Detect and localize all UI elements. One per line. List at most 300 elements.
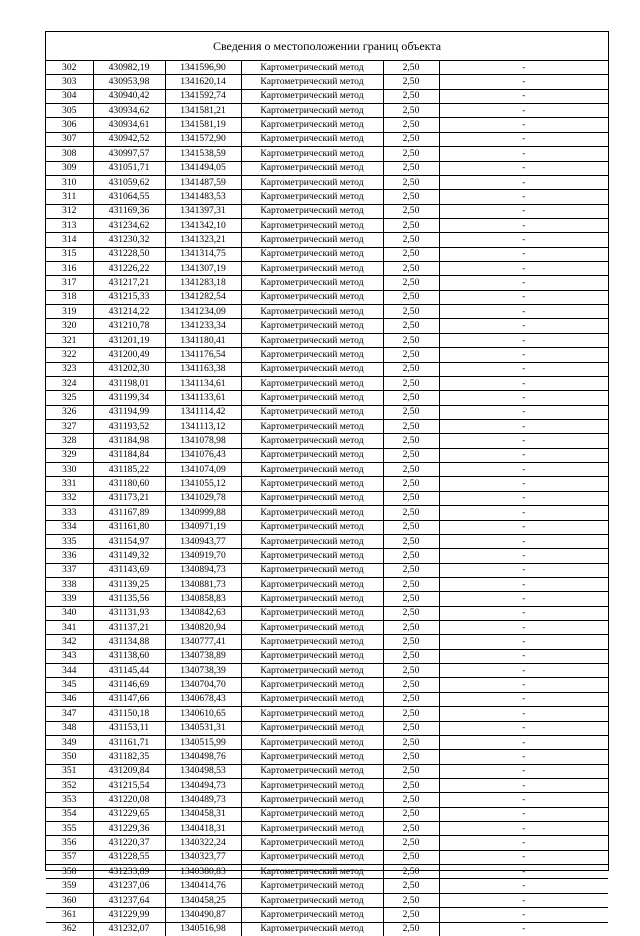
- accuracy-cell: 2,50: [383, 190, 439, 204]
- accuracy-cell: 2,50: [383, 836, 439, 850]
- description-cell: -: [439, 549, 608, 563]
- table-row: [46, 190, 608, 204]
- y-coordinate-cell: 1341234,09: [165, 305, 241, 319]
- y-coordinate-cell: 1340704,70: [165, 678, 241, 692]
- y-coordinate-cell: 1341538,59: [165, 147, 241, 161]
- method-cell: Картометрический метод: [241, 865, 383, 879]
- point-number-cell: 313: [46, 218, 93, 232]
- document-frame: [45, 31, 609, 935]
- point-number-cell: 338: [46, 577, 93, 591]
- point-number-cell: 321: [46, 333, 93, 347]
- description-cell: -: [439, 190, 608, 204]
- x-coordinate-cell: 431184,84: [93, 448, 165, 462]
- description-cell: -: [439, 879, 608, 893]
- method-cell: Картометрический метод: [241, 305, 383, 319]
- point-number-cell: 362: [62, 923, 77, 935]
- y-coordinate-cell: 1341342,10: [165, 218, 241, 232]
- table-row: [46, 793, 608, 807]
- y-coordinate-cell: 1341494,05: [165, 161, 241, 175]
- point-number-cell: 316: [46, 262, 93, 276]
- y-coordinate-cell: 1340971,19: [165, 520, 241, 534]
- point-number-cell: 353: [46, 793, 93, 807]
- method-cell: Картометрический метод: [241, 333, 383, 347]
- point-number-cell: 340: [46, 606, 93, 620]
- point-number-cell: 326: [46, 405, 93, 419]
- table-row: [46, 908, 608, 922]
- point-number-cell: 360: [46, 893, 93, 907]
- method-cell: Картометрический метод: [241, 376, 383, 390]
- point-number-cell: 314: [46, 233, 93, 247]
- point-number-cell: 357: [46, 850, 93, 864]
- y-coordinate-cell: 1340458,25: [165, 893, 241, 907]
- method-cell: Картометрический метод: [241, 750, 383, 764]
- x-coordinate-cell: 431182,35: [93, 750, 165, 764]
- table-row: [46, 865, 608, 879]
- table-row: [46, 491, 608, 505]
- y-coordinate-cell: 1341134,61: [165, 376, 241, 390]
- y-coordinate-cell: 1341307,19: [165, 262, 241, 276]
- y-coordinate-cell: 1340489,73: [165, 793, 241, 807]
- point-number-cell: 346: [46, 692, 93, 706]
- method-cell: Картометрический метод: [241, 721, 383, 735]
- y-coordinate-cell: 1340999,88: [165, 506, 241, 520]
- point-number-cell: 341: [46, 621, 93, 635]
- point-number-cell: 336: [46, 549, 93, 563]
- x-coordinate-cell: 431180,60: [93, 477, 165, 491]
- x-coordinate-cell: 431137,21: [93, 621, 165, 635]
- table-row: [46, 305, 608, 319]
- table-row: [46, 621, 608, 635]
- point-number-cell: 310: [46, 175, 93, 189]
- point-number-cell: 344: [46, 664, 93, 678]
- description-cell: -: [439, 333, 608, 347]
- x-coordinate-cell: 431185,22: [93, 463, 165, 477]
- accuracy-cell: 2,50: [383, 319, 439, 333]
- accuracy-cell: 2,50: [383, 778, 439, 792]
- x-coordinate-cell: 431214,22: [93, 305, 165, 319]
- method-cell: Картометрический метод: [241, 778, 383, 792]
- x-coordinate-cell: 431226,22: [93, 262, 165, 276]
- point-number-cell: 317: [46, 276, 93, 290]
- description-cell: -: [439, 692, 608, 706]
- description-cell: -: [439, 132, 608, 146]
- point-number-cell: 311: [46, 190, 93, 204]
- description-cell: -: [439, 147, 608, 161]
- table-row: [46, 836, 608, 850]
- point-number-cell: 331: [46, 477, 93, 491]
- table-row: [46, 707, 608, 721]
- description-cell: -: [439, 678, 608, 692]
- accuracy-cell: 2,50: [383, 793, 439, 807]
- table-row: [46, 893, 608, 907]
- accuracy-cell: 2,50: [383, 534, 439, 548]
- description-cell: -: [439, 735, 608, 749]
- accuracy-cell: 2,50: [383, 764, 439, 778]
- point-number-cell: 335: [46, 534, 93, 548]
- accuracy-cell: 2,50: [383, 491, 439, 505]
- x-coordinate-cell: 431161,71: [93, 735, 165, 749]
- y-coordinate-cell: 1341592,74: [165, 89, 241, 103]
- x-coordinate-cell: 431154,97: [93, 534, 165, 548]
- y-coordinate-cell: 1340414,76: [165, 879, 241, 893]
- description-cell: -: [439, 362, 608, 376]
- method-cell: Картометрический метод: [241, 764, 383, 778]
- y-coordinate-cell: 1341233,34: [165, 319, 241, 333]
- table-row: [46, 118, 608, 132]
- table-row: [46, 592, 608, 606]
- y-coordinate-cell: 1340919,70: [165, 549, 241, 563]
- table-row: [46, 606, 608, 620]
- description-cell: -: [439, 75, 608, 89]
- accuracy-cell: 2,50: [383, 908, 439, 922]
- accuracy-cell: 2,50: [383, 592, 439, 606]
- method-cell: Картометрический метод: [241, 448, 383, 462]
- x-coordinate-cell: 431215,33: [93, 290, 165, 304]
- description-cell: -: [439, 506, 608, 520]
- method-cell: Картометрический метод: [241, 549, 383, 563]
- x-coordinate-cell: 431201,19: [93, 333, 165, 347]
- description-cell: -: [439, 247, 608, 261]
- x-coordinate-cell: 431228,50: [93, 247, 165, 261]
- point-number-cell: 304: [46, 89, 93, 103]
- method-cell: Картометрический метод: [241, 247, 383, 261]
- table-row: [46, 549, 608, 563]
- point-number-cell: 302: [46, 61, 93, 75]
- description-cell: -: [439, 649, 608, 663]
- description-cell: -: [439, 592, 608, 606]
- x-coordinate-cell: 431210,78: [93, 319, 165, 333]
- x-coordinate-cell: 431147,66: [93, 692, 165, 706]
- point-number-cell: 320: [46, 319, 93, 333]
- x-coordinate-cell: 431135,56: [93, 592, 165, 606]
- table-row: [46, 577, 608, 591]
- point-number-cell: 343: [46, 649, 93, 663]
- table-row: [46, 218, 608, 232]
- y-coordinate-cell: 1341029,78: [165, 491, 241, 505]
- description-cell: -: [439, 391, 608, 405]
- x-coordinate-cell: 431215,54: [93, 778, 165, 792]
- table-row: [46, 75, 608, 89]
- y-coordinate-cell: 1341483,53: [165, 190, 241, 204]
- y-coordinate-cell: 1340820,94: [165, 621, 241, 635]
- method-cell: Картометрический метод: [241, 534, 383, 548]
- description-cell: -: [439, 822, 608, 836]
- accuracy-cell: 2,50: [383, 635, 439, 649]
- description-cell: -: [439, 908, 608, 922]
- accuracy-cell: 2,50: [383, 61, 439, 75]
- x-coordinate-cell: 431150,18: [93, 707, 165, 721]
- y-coordinate-cell: 1341078,98: [165, 434, 241, 448]
- method-cell: Картометрический метод: [241, 218, 383, 232]
- x-coordinate-cell: 431220,37: [93, 836, 165, 850]
- method-cell: Картометрический метод: [241, 563, 383, 577]
- description-cell: -: [439, 807, 608, 821]
- table-row: [46, 463, 608, 477]
- method-cell: Картометрический метод: [241, 649, 383, 663]
- description-cell: -: [439, 707, 608, 721]
- accuracy-cell: 2,50: [383, 721, 439, 735]
- accuracy-cell: 2,50: [383, 577, 439, 591]
- point-number-cell: 307: [46, 132, 93, 146]
- accuracy-cell: 2,50: [383, 520, 439, 534]
- method-cell: Картометрический метод: [241, 190, 383, 204]
- y-coordinate-cell: 1341180,41: [165, 333, 241, 347]
- description-cell: -: [439, 233, 608, 247]
- method-cell: Картометрический метод: [241, 132, 383, 146]
- description-cell: -: [439, 750, 608, 764]
- point-number-cell: 355: [46, 822, 93, 836]
- x-coordinate-cell: 431153,11: [93, 721, 165, 735]
- method-cell: Картометрический метод: [241, 118, 383, 132]
- point-number-cell: 312: [46, 204, 93, 218]
- point-number-cell: 303: [46, 75, 93, 89]
- y-coordinate-cell: 1341114,42: [165, 405, 241, 419]
- point-number-cell: 322: [46, 348, 93, 362]
- accuracy-cell: 2,50: [383, 707, 439, 721]
- method-cell: Картометрический метод: [241, 362, 383, 376]
- y-coordinate-cell: 1340894,73: [165, 563, 241, 577]
- point-number-cell: 348: [46, 721, 93, 735]
- point-number-cell: 334: [46, 520, 93, 534]
- accuracy-cell: 2,50: [383, 463, 439, 477]
- y-coordinate-cell: 1341314,75: [165, 247, 241, 261]
- x-coordinate-cell: 431228,55: [93, 850, 165, 864]
- x-coordinate-cell: 431209,84: [93, 764, 165, 778]
- point-number-cell: 318: [46, 290, 93, 304]
- x-coordinate-cell: 431146,69: [93, 678, 165, 692]
- x-coordinate-cell: 430953,98: [93, 75, 165, 89]
- table-row: [46, 664, 608, 678]
- table-row: [46, 879, 608, 893]
- x-coordinate-cell: 431134,88: [93, 635, 165, 649]
- description-cell: -: [439, 89, 608, 103]
- accuracy-cell: 2,50: [383, 247, 439, 261]
- x-coordinate-cell: 431229,65: [93, 807, 165, 821]
- point-number-cell: 328: [46, 434, 93, 448]
- x-coordinate-cell: 431200,49: [93, 348, 165, 362]
- x-coordinate-cell: 431229,36: [93, 822, 165, 836]
- table-row: [46, 778, 608, 792]
- table-row: [46, 434, 608, 448]
- accuracy-cell: 2,50: [383, 448, 439, 462]
- description-cell: -: [439, 836, 608, 850]
- method-cell: Картометрический метод: [241, 707, 383, 721]
- x-coordinate-cell: 430934,61: [93, 118, 165, 132]
- y-coordinate-cell: 1340610,65: [165, 707, 241, 721]
- table-title: Сведения о местоположении границ объекта: [46, 32, 608, 61]
- x-coordinate-cell: 431051,71: [93, 161, 165, 175]
- method-cell: Картометрический метод: [241, 61, 383, 75]
- y-coordinate-cell: 1341176,54: [165, 348, 241, 362]
- method-cell: Картометрический метод: [241, 175, 383, 189]
- description-cell: -: [439, 520, 608, 534]
- accuracy-cell: 2,50: [383, 477, 439, 491]
- table-row: [46, 563, 608, 577]
- accuracy-cell: 2,50: [383, 750, 439, 764]
- accuracy-cell: 2,50: [383, 276, 439, 290]
- accuracy-cell: 2,50: [383, 692, 439, 706]
- method-cell: Картометрический метод: [241, 908, 383, 922]
- y-coordinate-cell: 1340738,39: [165, 664, 241, 678]
- y-coordinate-cell: 1341113,12: [165, 419, 241, 433]
- method-cell: Картометрический метод: [241, 850, 383, 864]
- accuracy-cell: 2,50: [383, 678, 439, 692]
- y-coordinate-cell: 1340323,77: [165, 850, 241, 864]
- accuracy-cell: 2,50: [383, 305, 439, 319]
- table-row: [46, 61, 608, 75]
- x-coordinate-cell: 431169,36: [93, 204, 165, 218]
- method-cell: Картометрический метод: [241, 836, 383, 850]
- description-cell: -: [439, 865, 608, 879]
- point-number-cell: 349: [46, 735, 93, 749]
- y-coordinate-cell: 1341133,61: [165, 391, 241, 405]
- description-cell: -: [439, 893, 608, 907]
- table-row: [46, 362, 608, 376]
- table-row: [46, 520, 608, 534]
- method-cell: Картометрический метод: [241, 520, 383, 534]
- point-number-cell: 347: [46, 707, 93, 721]
- description-cell: -: [439, 161, 608, 175]
- method-cell: Картометрический метод: [241, 89, 383, 103]
- y-coordinate-cell: 1341620,14: [165, 75, 241, 89]
- method-cell: Картометрический метод: [241, 419, 383, 433]
- point-number-cell: 329: [46, 448, 93, 462]
- y-coordinate-cell: 1340777,41: [165, 635, 241, 649]
- point-number-cell: 305: [46, 104, 93, 118]
- x-coordinate-cell: 431202,30: [93, 362, 165, 376]
- method-cell: Картометрический метод: [241, 290, 383, 304]
- table-row: [46, 233, 608, 247]
- description-cell: -: [439, 922, 608, 936]
- y-coordinate-cell: 1340498,53: [165, 764, 241, 778]
- accuracy-cell: 2,50: [383, 506, 439, 520]
- method-cell: Картометрический метод: [241, 807, 383, 821]
- x-coordinate-cell: 431139,25: [93, 577, 165, 591]
- x-coordinate-cell: 431234,62: [93, 218, 165, 232]
- table-row: [46, 635, 608, 649]
- table-row: [46, 822, 608, 836]
- accuracy-cell: 2,50: [383, 104, 439, 118]
- y-coordinate-cell: 1341572,90: [165, 132, 241, 146]
- table-row: [46, 419, 608, 433]
- description-cell: -: [439, 463, 608, 477]
- description-cell: -: [439, 577, 608, 591]
- point-number-cell: 308: [46, 147, 93, 161]
- y-coordinate-cell: 1341581,21: [165, 104, 241, 118]
- accuracy-cell: 2,50: [383, 333, 439, 347]
- table-row: [46, 735, 608, 749]
- accuracy-cell: 2,50: [383, 922, 439, 936]
- y-coordinate-cell: 1341282,54: [165, 290, 241, 304]
- x-coordinate-cell: 431143,69: [93, 563, 165, 577]
- x-coordinate-cell: 431193,52: [93, 419, 165, 433]
- method-cell: Картометрический метод: [241, 491, 383, 505]
- x-coordinate-cell: 431131,93: [93, 606, 165, 620]
- y-coordinate-cell: 1341596,90: [165, 61, 241, 75]
- table-row: [46, 204, 608, 218]
- description-cell: -: [439, 448, 608, 462]
- description-cell: -: [439, 175, 608, 189]
- description-cell: -: [439, 850, 608, 864]
- accuracy-cell: 2,50: [383, 290, 439, 304]
- description-cell: -: [439, 376, 608, 390]
- accuracy-cell: 2,50: [383, 75, 439, 89]
- table-row: [46, 764, 608, 778]
- point-number-cell: 323: [46, 362, 93, 376]
- table-row: [46, 348, 608, 362]
- description-cell: -: [439, 290, 608, 304]
- x-coordinate-cell: 431167,89: [93, 506, 165, 520]
- table-row: [46, 391, 608, 405]
- table-row: [46, 262, 608, 276]
- y-coordinate-cell: 1340678,43: [165, 692, 241, 706]
- x-coordinate-cell: 431145,44: [93, 664, 165, 678]
- point-number-cell: 315: [46, 247, 93, 261]
- description-cell: -: [439, 491, 608, 505]
- y-coordinate-cell: 1340842,63: [165, 606, 241, 620]
- table-row: [46, 448, 608, 462]
- accuracy-cell: 2,50: [383, 391, 439, 405]
- x-coordinate-cell: 431229,99: [93, 908, 165, 922]
- accuracy-cell: 2,50: [383, 434, 439, 448]
- method-cell: Картометрический метод: [241, 75, 383, 89]
- y-coordinate-cell: 1340516,98: [165, 922, 241, 936]
- description-cell: -: [439, 348, 608, 362]
- method-cell: Картометрический метод: [241, 204, 383, 218]
- method-cell: Картометрический метод: [241, 477, 383, 491]
- accuracy-cell: 2,50: [383, 89, 439, 103]
- y-coordinate-cell: 1340490,87: [165, 908, 241, 922]
- method-cell: Картометрический метод: [241, 879, 383, 893]
- accuracy-cell: 2,50: [383, 850, 439, 864]
- description-cell: -: [439, 778, 608, 792]
- x-coordinate-cell: 431138,60: [93, 649, 165, 663]
- table-row: [46, 104, 608, 118]
- boundary-points-table: [46, 61, 608, 936]
- y-coordinate-cell: 1340380,83: [165, 865, 241, 879]
- point-number-cell: 325: [46, 391, 93, 405]
- point-number-cell: 324: [46, 376, 93, 390]
- y-coordinate-cell: 1341397,31: [165, 204, 241, 218]
- y-coordinate-cell: 1340738,89: [165, 649, 241, 663]
- table-row: [46, 247, 608, 261]
- x-coordinate-cell: 430997,57: [93, 147, 165, 161]
- method-cell: Картометрический метод: [241, 434, 383, 448]
- description-cell: -: [439, 721, 608, 735]
- description-cell: -: [439, 305, 608, 319]
- x-coordinate-cell: 430934,62: [93, 104, 165, 118]
- x-coordinate-cell: 431232,07: [93, 922, 165, 936]
- y-coordinate-cell: 1340943,77: [165, 534, 241, 548]
- method-cell: Картометрический метод: [241, 276, 383, 290]
- y-coordinate-cell: 1341487,59: [165, 175, 241, 189]
- x-coordinate-cell: 431217,21: [93, 276, 165, 290]
- y-coordinate-cell: 1340498,76: [165, 750, 241, 764]
- method-cell: Картометрический метод: [241, 161, 383, 175]
- table-row: [46, 506, 608, 520]
- point-number-cell: 361: [46, 908, 93, 922]
- method-cell: Картометрический метод: [241, 621, 383, 635]
- table-row: [46, 678, 608, 692]
- point-number-cell: 333: [46, 506, 93, 520]
- accuracy-cell: 2,50: [383, 822, 439, 836]
- description-cell: -: [439, 218, 608, 232]
- y-coordinate-cell: 1341581,19: [165, 118, 241, 132]
- point-number-cell: 309: [46, 161, 93, 175]
- y-coordinate-cell: 1341283,18: [165, 276, 241, 290]
- accuracy-cell: 2,50: [383, 161, 439, 175]
- table-row: [46, 290, 608, 304]
